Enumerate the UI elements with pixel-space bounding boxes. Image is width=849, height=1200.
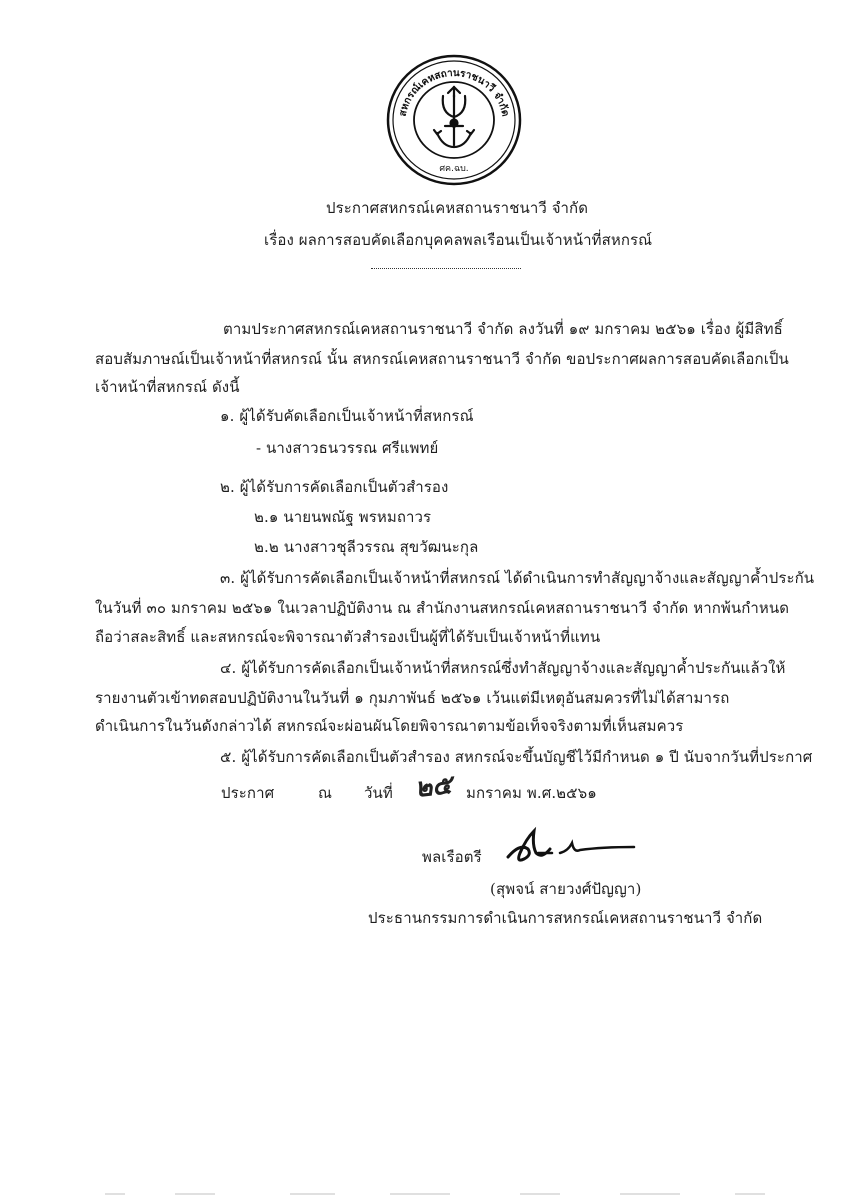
signer-name: (สุพจน์ สายวงศ์ปัญญา)	[490, 880, 642, 898]
item1-heading: ๑. ผู้ได้รับคัดเลือกเป็นเจ้าหน้าที่สหกรณ์	[220, 407, 474, 425]
intro-line-3: เจ้าหน้าที่สหกรณ์ ดังนี้	[95, 378, 240, 396]
item2-1-person: ๒.๑ นายนพณัฐ พรหมถาวร	[254, 508, 432, 526]
announcement-subject: เรื่อง ผลการสอบคัดเลือกบุคคลพลเรือนเป็นเจ้าหน้าที่สหกรณ์	[264, 231, 653, 249]
seal-bottom-text: ศค.ฉบ.	[439, 164, 469, 174]
announce-prakat: ประกาศ	[221, 784, 275, 802]
item4-line-2: รายงานตัวเข้าทดสอบปฏิบัติงานในวันที่ ๑ กุมภาพันธ์ ๒๕๖๑ เว้นแต่มีเหตุอันสมควรที่ไม่ได้สามารถ	[95, 689, 730, 707]
anchor-trident-emblem-icon	[434, 87, 474, 147]
handwritten-day: ๒๕	[413, 770, 454, 804]
announce-at: ณ	[318, 784, 333, 802]
announce-month-year: มกราคม พ.ศ.๒๕๖๑	[466, 784, 597, 802]
item2-heading: ๒. ผู้ได้รับการคัดเลือกเป็นตัวสำรอง	[220, 478, 449, 496]
announce-day-label: วันที่	[364, 784, 393, 802]
item2-2-person: ๒.๒ นางสาวชุลีวรรณ สุขวัฒนะกุล	[254, 538, 479, 556]
scan-edge-artifact	[0, 1190, 849, 1200]
cooperative-seal	[385, 53, 523, 187]
item4-line-3: ดำเนินการในวันดังกล่าวได้ สหกรณ์จะผ่อนผันโดยพิจารณาตามข้อเท็จจริงตามที่เห็นสมควร	[95, 717, 684, 735]
handwritten-signature	[502, 823, 642, 873]
item3-line-3: ถือว่าสละสิทธิ์ และสหกรณ์จะพิจารณาตัวสำรองเป็นผู้ที่ได้รับเป็นเจ้าหน้าที่แทน	[95, 628, 601, 646]
item4-line-1: ๔. ผู้ได้รับการคัดเลือกเป็นเจ้าหน้าที่สหกรณ์ซึ่งทำสัญญาจ้างและสัญญาค้ำประกันแล้วให้	[220, 659, 786, 677]
intro-line-2: สอบสัมภาษณ์เป็นเจ้าหน้าที่สหกรณ์ นั้น สหกรณ์เคหสถานราชนาวี จำกัด ขอประกาศผลการสอบคัดเลือกเป็น	[95, 350, 789, 368]
intro-line-1: ตามประกาศสหกรณ์เคหสถานราชนาวี จำกัด ลงวันที่ ๑๙ มกราคม ๒๕๖๑ เรื่อง ผู้มีสิทธิ์	[223, 320, 783, 338]
signer-rank: พลเรือตรี	[422, 848, 482, 866]
item3-line-2: ในวันที่ ๓๐ มกราคม ๒๕๖๑ ในเวลาปฏิบัติงาน ณ สำนักงานสหกรณ์เคหสถานราชนาวี จำกัด หากพ้นกำหนด	[95, 599, 790, 617]
signer-position: ประธานกรรมการดำเนินการสหกรณ์เคหสถานราชนาวี จำกัด	[368, 909, 763, 927]
item1-person: - นางสาวธนวรรณ ศรีแพทย์	[256, 439, 439, 457]
item3-line-1: ๓. ผู้ได้รับการคัดเลือกเป็นเจ้าหน้าที่สหกรณ์ ได้ดำเนินการทำสัญญาจ้างและสัญญาค้ำประกัน	[220, 569, 815, 587]
announcement-title: ประกาศสหกรณ์เคหสถานราชนาวี จำกัด	[326, 199, 589, 217]
seal-ring-text: สหกรณ์เคหสถานราชนาวี จำกัด	[397, 67, 511, 118]
item5-line: ๕. ผู้ได้รับการคัดเลือกเป็นตัวสำรอง สหกรณ์จะขึ้นบัญชีไว้มีกำหนด ๑ ปี นับจากวันที่ประกาศ	[220, 748, 813, 766]
title-dotted-divider	[371, 268, 521, 269]
